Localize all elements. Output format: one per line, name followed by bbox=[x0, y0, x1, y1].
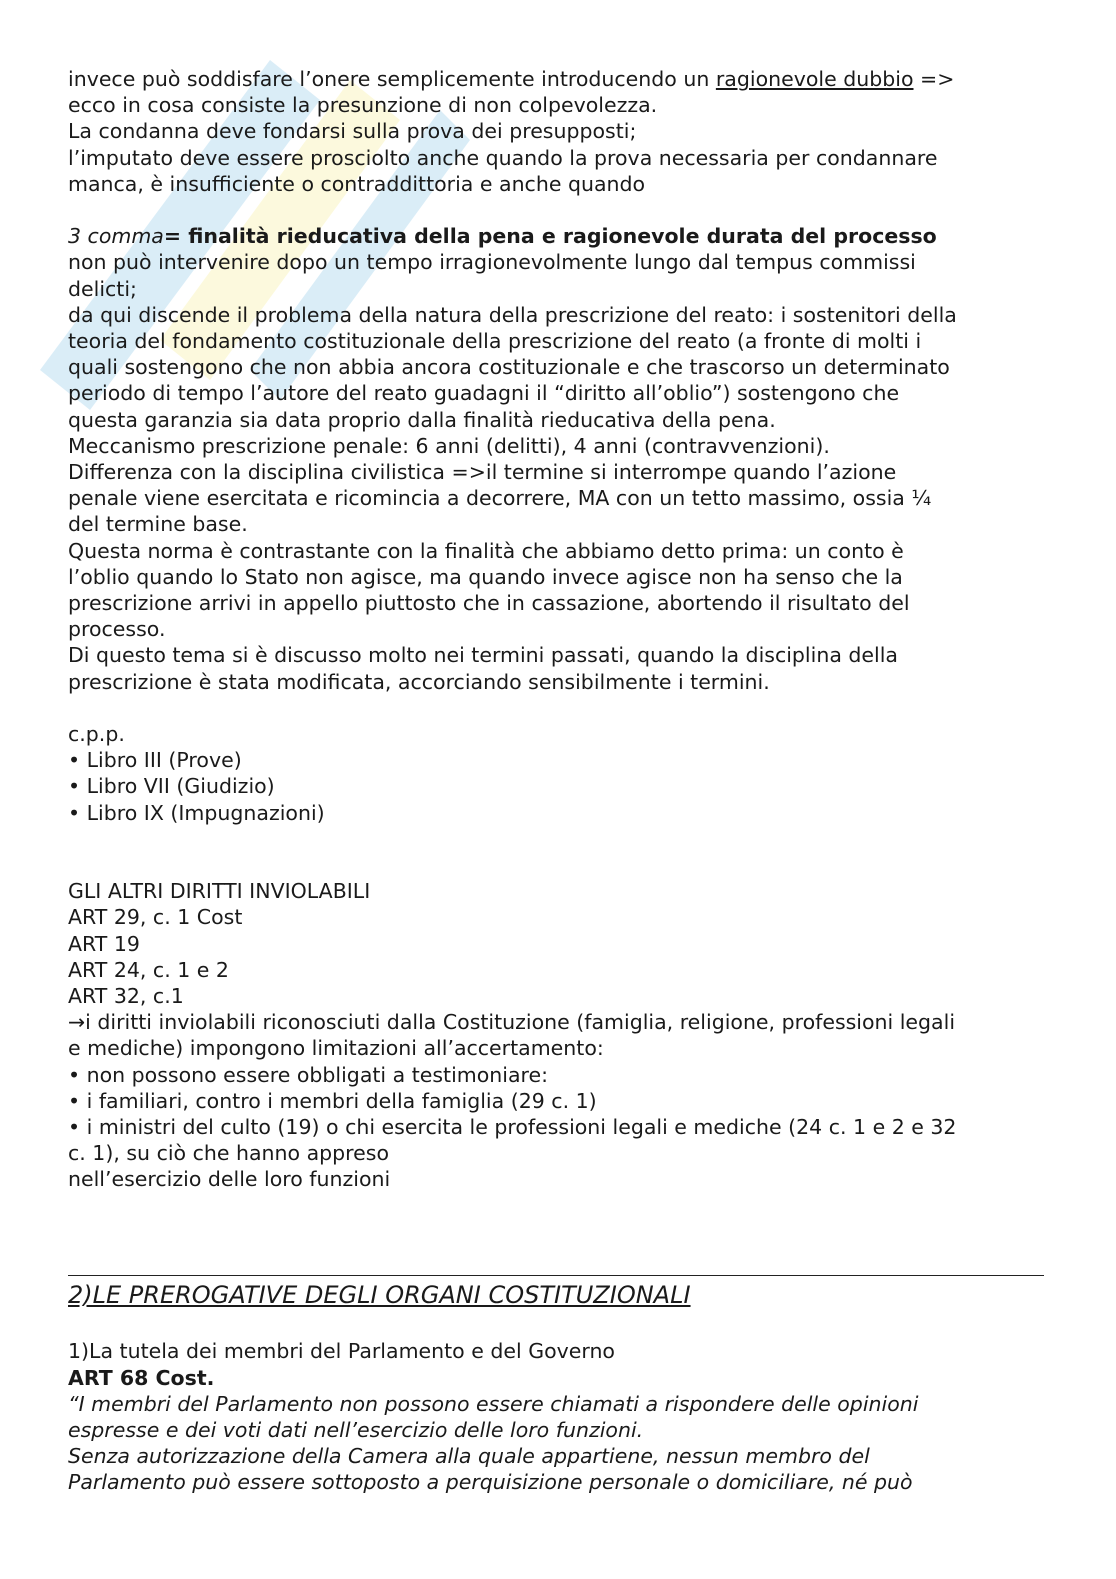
document-page bbox=[68, 66, 1048, 1496]
diritti-line: ART 19 bbox=[68, 931, 140, 956]
p2-line: del termine base. bbox=[68, 512, 248, 537]
diritti-line: nell’esercizio delle loro funzioni bbox=[68, 1167, 391, 1192]
p2-line: teoria del fondamento costituzionale della prescrizione del reato (a fronte di molti i bbox=[68, 329, 922, 354]
p2-line: penale viene esercitata e ricomincia a decorrere, MA con un tetto massimo, ossia ¼ bbox=[68, 486, 932, 511]
p2-line: processo. bbox=[68, 617, 166, 642]
p2-line: periodo di tempo l’autore del reato guadagni il “diritto all’oblio”) sostengono che bbox=[68, 381, 900, 406]
p1-line-2: ecco in cosa consiste la presunzione di non colpevolezza. bbox=[68, 93, 658, 118]
p2-line: prescrizione è stata modificata, accorciando sensibilmente i termini. bbox=[68, 669, 770, 694]
p2-line: l’oblio quando lo Stato non agisce, ma quando invece agisce non ha senso che la bbox=[68, 564, 903, 589]
section-divider bbox=[68, 1275, 1044, 1276]
p1-line-1-text: invece può soddisfare l’onere semplicemente introducendo un bbox=[68, 67, 716, 91]
p2-line: Meccanismo prescrizione penale: 6 anni (delitti), 4 anni (contravvenzioni). bbox=[68, 433, 830, 458]
p2-line: Differenza con la disciplina civilistica =>il termine si interrompe quando l’azione bbox=[68, 460, 897, 485]
p2-line: da qui discende il problema della natura della prescrizione del reato: i sostenitori della bbox=[68, 302, 957, 327]
diritti-line: c. 1), su ciò che hanno appreso bbox=[68, 1141, 389, 1166]
p1-line-1 bbox=[68, 66, 1048, 92]
p1-line-5: manca, è insufficiente o contraddittoria e anche quando bbox=[68, 171, 646, 196]
underlined-term: ragionevole dubbio bbox=[715, 67, 914, 91]
comma-label: 3 comma bbox=[68, 224, 164, 249]
cpp-list-item: • Libro VII (Giudizio) bbox=[68, 774, 275, 799]
diritti-line: ART 32, c.1 bbox=[68, 984, 184, 1009]
diritti-line: ART 24, c. 1 e 2 bbox=[68, 957, 229, 982]
p1-line-4: l’imputato deve essere prosciolto anche quando la prova necessaria per condannare bbox=[68, 145, 938, 170]
p2-line: prescrizione arrivi in appello piuttosto che in cassazione, abortendo il risultato del bbox=[68, 591, 910, 616]
diritti-heading: GLI ALTRI DIRITTI INVIOLABILI bbox=[68, 879, 371, 904]
comma-title: = finalità rieducativa della pena e ragionevole durata del processo bbox=[163, 224, 937, 249]
p1-line-1-arrow: => bbox=[913, 67, 955, 91]
section-subtitle: 1)La tutela dei membri del Parlamento e del Governo bbox=[68, 1339, 615, 1364]
p2-line: delicti; bbox=[68, 276, 137, 301]
comma-heading bbox=[68, 223, 1048, 249]
cpp-list-item: • Libro III (Prove) bbox=[68, 748, 242, 773]
diritti-line: ART 29, c. 1 Cost bbox=[68, 905, 243, 930]
p2-line: Questa norma è contrastante con la finalità che abbiamo detto prima: un conto è bbox=[68, 538, 904, 563]
p1-line-3: La condanna deve fondarsi sulla prova dei presupposti; bbox=[68, 119, 637, 144]
quote-line: “I membri del Parlamento non possono essere chiamati a rispondere delle opinioni bbox=[68, 1391, 919, 1416]
diritti-line: • i familiari, contro i membri della famiglia (29 c. 1) bbox=[68, 1088, 597, 1113]
diritti-line: e mediche) impongono limitazioni all’accertamento: bbox=[68, 1036, 604, 1061]
p2-line: quali sostengono che non abbia ancora costituzionale e che trascorso un determinato bbox=[68, 355, 950, 380]
article-heading: ART 68 Cost. bbox=[68, 1365, 215, 1390]
diritti-line: • i ministri del culto (19) o chi esercita le professioni legali e mediche (24 c. 1 e 2 e 32 bbox=[68, 1115, 957, 1140]
quote-line: Senza autorizzazione della Camera alla quale appartiene, nessun membro del bbox=[68, 1444, 870, 1469]
diritti-line: • non possono essere obbligati a testimoniare: bbox=[68, 1062, 549, 1087]
p2-line: Di questo tema si è discusso molto nei termini passati, quando la disciplina della bbox=[68, 643, 898, 668]
p2-line: questa garanzia sia data proprio dalla finalità rieducativa della pena. bbox=[68, 407, 776, 432]
diritti-line: →i diritti inviolabili riconosciuti dalla Costituzione (famiglia, religione, professioni legali bbox=[68, 1010, 956, 1035]
cpp-list-item: • Libro IX (Impugnazioni) bbox=[68, 800, 325, 825]
p2-line: non può intervenire dopo un tempo irragionevolmente lungo dal tempus commissi bbox=[68, 250, 916, 275]
cpp-title: c.p.p. bbox=[68, 722, 125, 747]
quote-line: espresse e dei voti dati nell’esercizio delle loro funzioni. bbox=[68, 1418, 644, 1443]
section-title: 2)LE PREROGATIVE DEGLI ORGANI COSTITUZIONALI bbox=[68, 1281, 691, 1310]
quote-line: Parlamento può essere sottoposto a perquisizione personale o domiciliare, né può bbox=[68, 1470, 913, 1495]
